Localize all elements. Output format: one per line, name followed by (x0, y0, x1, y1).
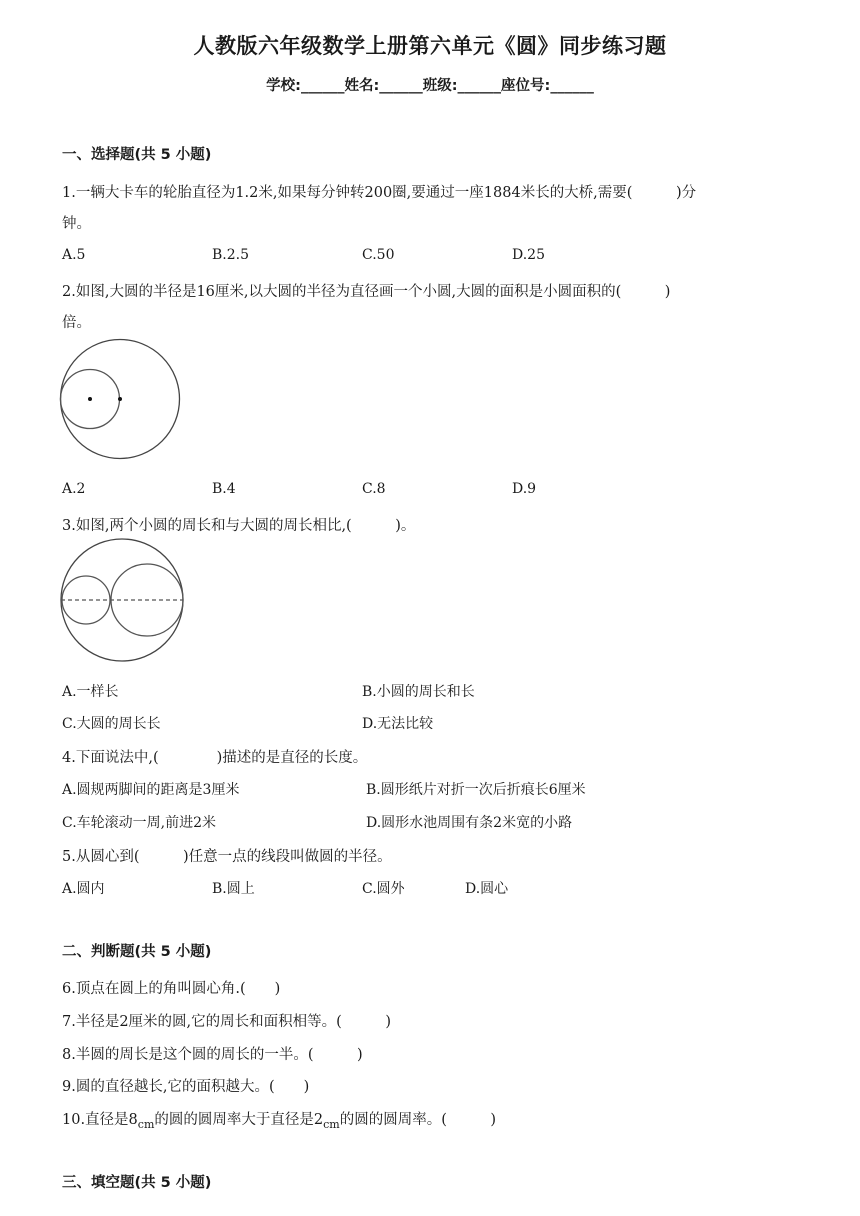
question-3-option-d[interactable]: D.无法比较 (362, 716, 434, 732)
question-2-text: 2.如图,大圆的半径是16厘米,以大圆的半径为直径画一个小圆,大圆的面积是小圆面积的( ) (62, 284, 671, 300)
question-9-text: 9.圆的直径越长,它的面积越大。( ) (62, 1079, 310, 1095)
question-10-unit-2: cm (323, 1118, 340, 1131)
question-5-text: 5.从圆心到( )任意一点的线段叫做圆的半径。 (62, 849, 392, 865)
student-info-line: 学校:______姓名:______班级:______座位号:______ (266, 78, 594, 94)
question-2-option-d[interactable]: D.9 (512, 481, 537, 497)
question-10-part-3: 的圆的圆周率。( ) (339, 1112, 497, 1128)
large-circle (61, 539, 183, 661)
question-5-option-d[interactable]: D.圆心 (465, 881, 509, 897)
question-3-option-a[interactable]: A.一样长 (62, 684, 119, 700)
question-7-text: 7.半径是2厘米的圆,它的周长和面积相等。( ) (62, 1014, 391, 1030)
large-circle-center-dot (118, 397, 122, 401)
question-2-option-c[interactable]: C.8 (362, 481, 386, 497)
question-8-text: 8.半圆的周长是这个圆的周长的一半。( ) (62, 1047, 363, 1063)
question-4-option-d[interactable]: D.圆形水池周围有条2米宽的小路 (366, 815, 573, 831)
question-3-option-c[interactable]: C.大圆的周长长 (62, 716, 161, 732)
question-4-option-b[interactable]: B.圆形纸片对折一次后折痕长6厘米 (366, 782, 586, 798)
question-5-option-c[interactable]: C.圆外 (362, 881, 405, 897)
question-10-unit-1: cm (137, 1118, 155, 1131)
question-2-text-cont: 倍。 (62, 315, 91, 331)
question-1-text-cont: 钟。 (62, 216, 91, 232)
question-2-option-a[interactable]: A.2 (62, 481, 86, 497)
section-heading-fill-blank: 三、填空题(共 5 小题) (62, 1175, 212, 1191)
question-5-option-b[interactable]: B.圆上 (212, 881, 255, 897)
question-2-circle-figure (58, 336, 184, 464)
question-1-text: 1.一辆大卡车的轮胎直径为1.2米,如果每分钟转200圈,要通过一座1884米长的大桥,需要( )分 (62, 185, 697, 201)
question-3-option-b[interactable]: B.小圆的周长和长 (362, 684, 475, 700)
page-title: 人教版六年级数学上册第六单元《圆》同步练习题 (193, 34, 667, 58)
question-4-option-c[interactable]: C.车轮滚动一周,前进2米 (62, 815, 217, 831)
question-1-option-d[interactable]: D.25 (512, 247, 545, 263)
question-4-option-a[interactable]: A.圆规两脚间的距离是3厘米 (62, 782, 240, 798)
question-10-part-1: 10.直径是8 (62, 1112, 138, 1128)
question-1-option-a[interactable]: A.5 (62, 247, 86, 263)
question-10-part-2: 的圆的圆周率大于直径是2 (154, 1112, 324, 1128)
question-3-circle-figure (58, 537, 188, 663)
section-heading-choice: 一、选择题(共 5 小题) (62, 147, 212, 163)
question-1-option-c[interactable]: C.50 (362, 247, 395, 263)
question-10-text (62, 1108, 496, 1131)
question-2-option-b[interactable]: B.4 (212, 481, 236, 497)
question-6-text: 6.顶点在圆上的角叫圆心角.( ) (62, 981, 281, 997)
question-1-option-b[interactable]: B.2.5 (212, 247, 250, 263)
question-4-text: 4.下面说法中,( )描述的是直径的长度。 (62, 750, 368, 766)
small-circle-center-dot (88, 397, 92, 401)
section-heading-judgement: 二、判断题(共 5 小题) (62, 944, 212, 960)
question-3-text: 3.如图,两个小圆的周长和与大圆的周长相比,( )。 (62, 518, 416, 534)
question-5-option-a[interactable]: A.圆内 (62, 881, 105, 897)
